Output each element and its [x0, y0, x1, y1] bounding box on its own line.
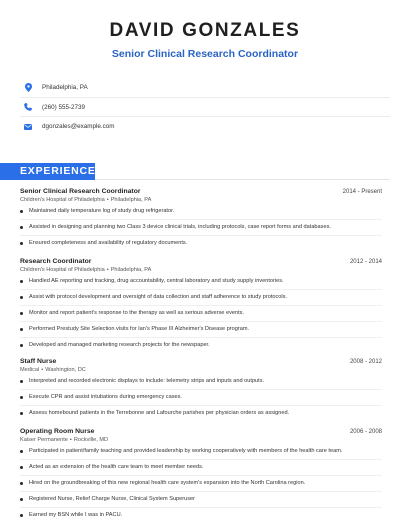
job-employer: Children's Hospital of Philadelphia [20, 197, 105, 203]
list-item: Ensured completeness and availability of regulatory documents. [20, 240, 382, 251]
list-item: Earned my BSN while I was in PACU. [20, 512, 382, 523]
job-employer: Children's Hospital of Philadelphia [20, 267, 105, 273]
list-item: Registered Nurse, Relief Charge Nurse, Clinical System Superuser [20, 496, 382, 508]
job-dates: 2014 - Present [342, 189, 382, 195]
contact-location [20, 78, 390, 98]
job-entry [20, 258, 382, 358]
list-item: Acted as an extension of the health care team to meet member needs. [20, 464, 382, 476]
job-employer-line: Children's Hospital of Philadelphia • Philadelphia, PA [20, 197, 152, 203]
candidate-name: DAVID GONZALES [109, 20, 301, 41]
list-item: Participated in patient/family teaching and provided leadership by working cooperatively with members of the health care team. [20, 448, 382, 460]
job-dates: 2008 - 2012 [349, 359, 382, 365]
job-title: Research Coordinator [20, 258, 92, 265]
list-item: Performed Prestudy Site Selection visits for Ian's Phase III Alzheimer's Disease program. [20, 326, 382, 338]
list-item: Assess homebound patients in the Terrebonne and Lafourche parishes per physician orders as assigned. [20, 410, 382, 421]
job-employer-line: Children's Hospital of Philadelphia • Philadelphia, PA [20, 267, 152, 273]
experience-list [20, 188, 382, 527]
job-location: Philadelphia, PA [110, 197, 152, 203]
job-entry [20, 188, 382, 258]
list-item: Hired on the groundbreaking of this new regional health care system's expansion into the North Carolina region. [20, 480, 382, 492]
list-item: Handled AE reporting and tracking, drug accountability, central laboratory and study supply inventories. [20, 278, 382, 290]
list-item: Monitor and report patient's response to the therapy as well as serious adverse events. [20, 310, 382, 322]
job-employer: Kaiser Permanente [20, 437, 68, 443]
contact-email [20, 117, 390, 136]
location-text: Philadelphia, PA [42, 84, 88, 91]
email-icon [23, 122, 33, 132]
job-location: Rockville, MD [73, 437, 109, 443]
phone-icon [23, 102, 33, 112]
job-title: Staff Nurse [20, 358, 57, 365]
list-item: Developed and managed marketing research projects for the newspaper. [20, 342, 382, 353]
experience-heading: EXPERIENCE [20, 165, 96, 177]
list-item: Execute CPR and assist intubations during emergency cases. [20, 394, 382, 406]
list-item: Assisted in designing and planning two Class 3 device clinical trials, including protocols, case report forms and databases. [20, 224, 382, 236]
job-entry [20, 428, 382, 523]
location-pin-icon [23, 83, 33, 93]
job-employer-line: Medical • Washington, DC [20, 367, 86, 373]
job-location: Philadelphia, PA [110, 267, 152, 273]
contact-phone [20, 98, 390, 117]
list-item: Maintained daily temperature log of study drug refrigerator. [20, 208, 382, 220]
section-divider [95, 179, 390, 180]
job-employer: Medical [20, 367, 40, 373]
resume-header [0, 0, 410, 61]
contact-list [20, 78, 390, 136]
job-title: Senior Clinical Research Coordinator [20, 188, 141, 195]
phone-text: (260) 555-2739 [42, 103, 86, 111]
list-item: Interpreted and recorded electronic displays to include: telemetry strips and inputs and outputs. [20, 378, 382, 390]
email-text: dgonzales@example.com [42, 123, 115, 130]
job-title: Operating Room Nurse [20, 428, 95, 435]
job-employer-line: Kaiser Permanente • Rockville, MD [20, 437, 109, 443]
job-entry [20, 358, 382, 428]
job-location: Washington, DC [45, 367, 86, 373]
list-item: Assist with protocol development and oversight of data collection and staff adherence to study protocols. [20, 294, 382, 306]
job-dates: 2006 - 2008 [349, 429, 382, 435]
candidate-role: Senior Clinical Research Coordinator [111, 48, 299, 60]
job-dates: 2012 - 2014 [349, 259, 382, 265]
